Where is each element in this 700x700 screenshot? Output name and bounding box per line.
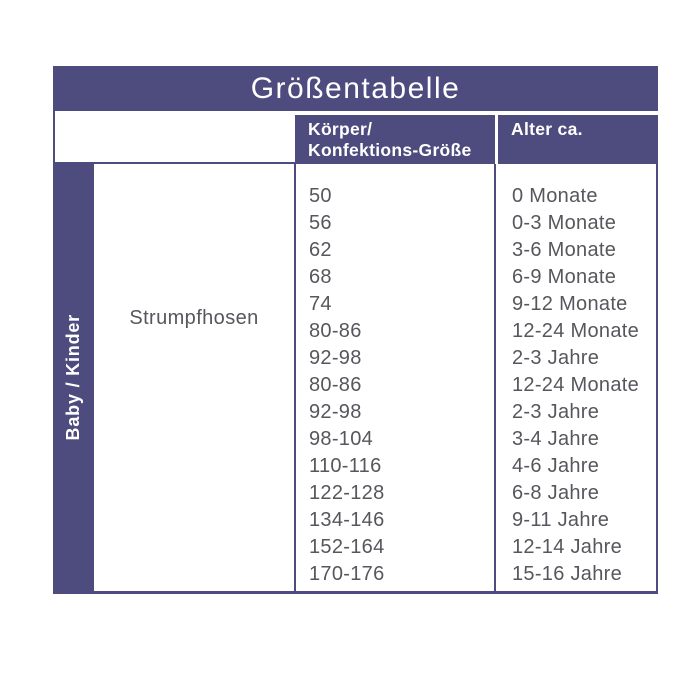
size-cell: 98-104 (309, 428, 374, 450)
age-cell: 6-8 Jahre (512, 482, 600, 504)
age-cell: 12-14 Jahre (512, 536, 623, 558)
category-strip (53, 164, 94, 591)
size-cell: 152-164 (309, 536, 385, 558)
age-cell: 15-16 Jahre (512, 563, 623, 585)
size-cell: 110-116 (309, 455, 382, 477)
header-size-column (295, 115, 495, 164)
product-column (94, 164, 296, 591)
age-cell: 3-6 Monate (512, 239, 617, 261)
age-cell: 0 Monate (512, 185, 598, 207)
size-cell: 170-176 (309, 563, 385, 585)
age-rows (496, 164, 656, 588)
size-chart-title: Größentabelle (250, 71, 461, 105)
age-column (496, 164, 658, 591)
size-cell: 56 (309, 212, 332, 234)
age-cell: 12-24 Monate (512, 320, 640, 342)
size-cell: 62 (309, 239, 332, 261)
age-cell: 2-3 Jahre (512, 401, 600, 423)
size-cell: 80-86 (309, 374, 362, 396)
product-label: Strumpfhosen (129, 307, 259, 329)
header-size-line1: Körper/ (308, 119, 373, 139)
size-cell: 122-128 (309, 482, 385, 504)
header-size-line2: Konfektions-Größe (308, 140, 472, 160)
size-cell: 92-98 (309, 347, 362, 369)
size-cell: 68 (309, 266, 332, 288)
table-bottom-border (53, 591, 658, 594)
size-rows (296, 164, 494, 588)
age-cell: 9-11 Jahre (512, 509, 610, 531)
age-cell: 2-3 Jahre (512, 347, 600, 369)
size-chart-title-band (53, 66, 658, 111)
header-age-column (498, 115, 658, 164)
size-cell: 74 (309, 293, 332, 315)
header-age-label: Alter ca. (511, 119, 583, 139)
size-column (296, 164, 496, 591)
size-cell: 80-86 (309, 320, 362, 342)
age-cell: 6-9 Monate (512, 266, 617, 288)
age-cell: 4-6 Jahre (512, 455, 600, 477)
size-cell: 92-98 (309, 401, 362, 423)
category-label: Baby / Kinder (63, 314, 83, 441)
age-cell: 12-24 Monate (512, 374, 640, 396)
age-cell: 3-4 Jahre (512, 428, 600, 450)
size-cell: 134-146 (309, 509, 385, 531)
size-cell: 50 (309, 185, 332, 207)
age-cell: 9-12 Monate (512, 293, 628, 315)
age-cell: 0-3 Monate (512, 212, 617, 234)
header-empty-cell (53, 111, 295, 164)
